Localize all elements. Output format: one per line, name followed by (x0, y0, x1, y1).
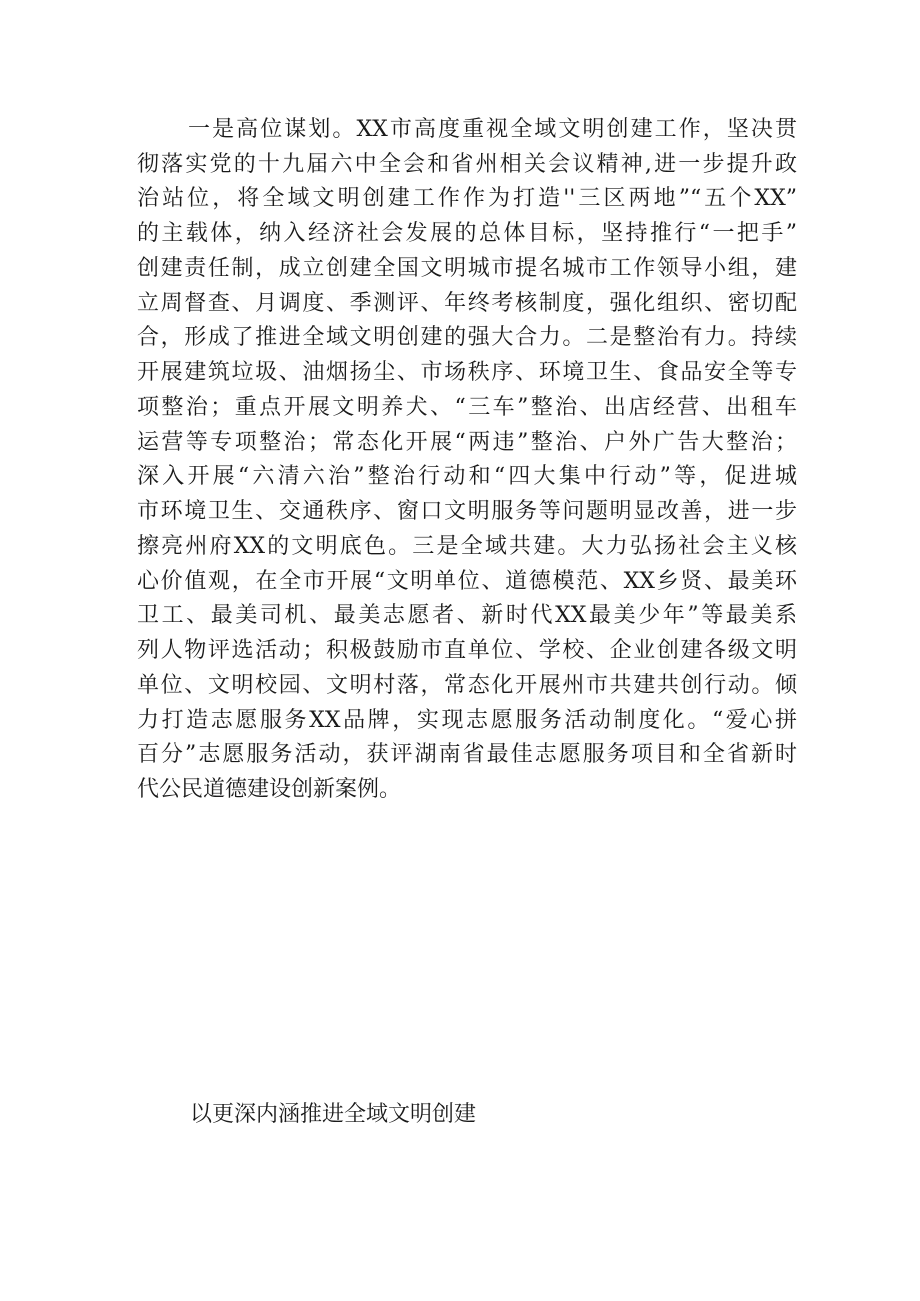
paragraph-line: 市环境卫生、交通秩序、窗口文明服务等问题明显改善，进一步 (137, 499, 797, 524)
paragraph-line: 立周督查、月调度、季测评、年终考核制度，强化组织、密切配 (137, 291, 797, 316)
paragraph-line: 项整治；重点开展文明养犬、“三车”整治、出店经营、出租车 (137, 395, 797, 420)
paragraph-line: 力打造志愿服务XX品牌，实现志愿服务活动制度化。“爱心拼 (137, 708, 797, 733)
paragraph-line: 彻落实党的十九届六中全会和省州相关会议精神,进一步提升政 (137, 152, 797, 177)
section-heading: 以更深内涵推进全域文明创建 (190, 1102, 477, 1127)
paragraph-line: 创建责任制，成立创建全国文明城市提名城市工作领导小组，建 (137, 256, 797, 281)
paragraph-line: 深入开展“六清六治”整治行动和“四大集中行动”等，促进城 (137, 464, 797, 489)
paragraph-line: 擦亮州府XX的文明底色。三是全域共建。大力弘扬社会主义核 (137, 534, 797, 559)
paragraph-line: 百分”志愿服务活动，获评湖南省最佳志愿服务项目和全省新时 (137, 742, 797, 767)
paragraph-line: 卫工、最美司机、最美志愿者、新时代XX最美少年”等最美系 (137, 603, 797, 628)
paragraph-line: 开展建筑垃圾、油烟扬尘、市场秩序、环境卫生、食品安全等专 (137, 360, 797, 385)
paragraph-line: 运营等专项整治；常态化开展“两违”整治、户外广告大整治； (137, 430, 797, 455)
paragraph-line: 的主载体，纳入经济社会发展的总体目标，坚持推行“一把手” (137, 221, 797, 246)
paragraph-line: 合，形成了推进全域文明创建的强大合力。二是整治有力。持续 (137, 325, 797, 350)
paragraph-line: 一是高位谋划。XX市高度重视全域文明创建工作，坚决贯 (188, 117, 797, 142)
paragraph-line: 代公民道德建设创新案例。 (137, 777, 402, 802)
paragraph-line: 心价值观，在全市开展“文明单位、道德模范、XX乡贤、最美环 (137, 569, 797, 594)
paragraph-line: 单位、文明校园、文明村落，常态化开展州市共建共创行动。倾 (137, 673, 797, 698)
paragraph-line: 列人物评选活动；积极鼓励市直单位、学校、企业创建各级文明 (137, 638, 797, 663)
paragraph-line: 治站位，将全域文明创建工作作为打造''三区两地”“五个XX” (137, 186, 797, 211)
